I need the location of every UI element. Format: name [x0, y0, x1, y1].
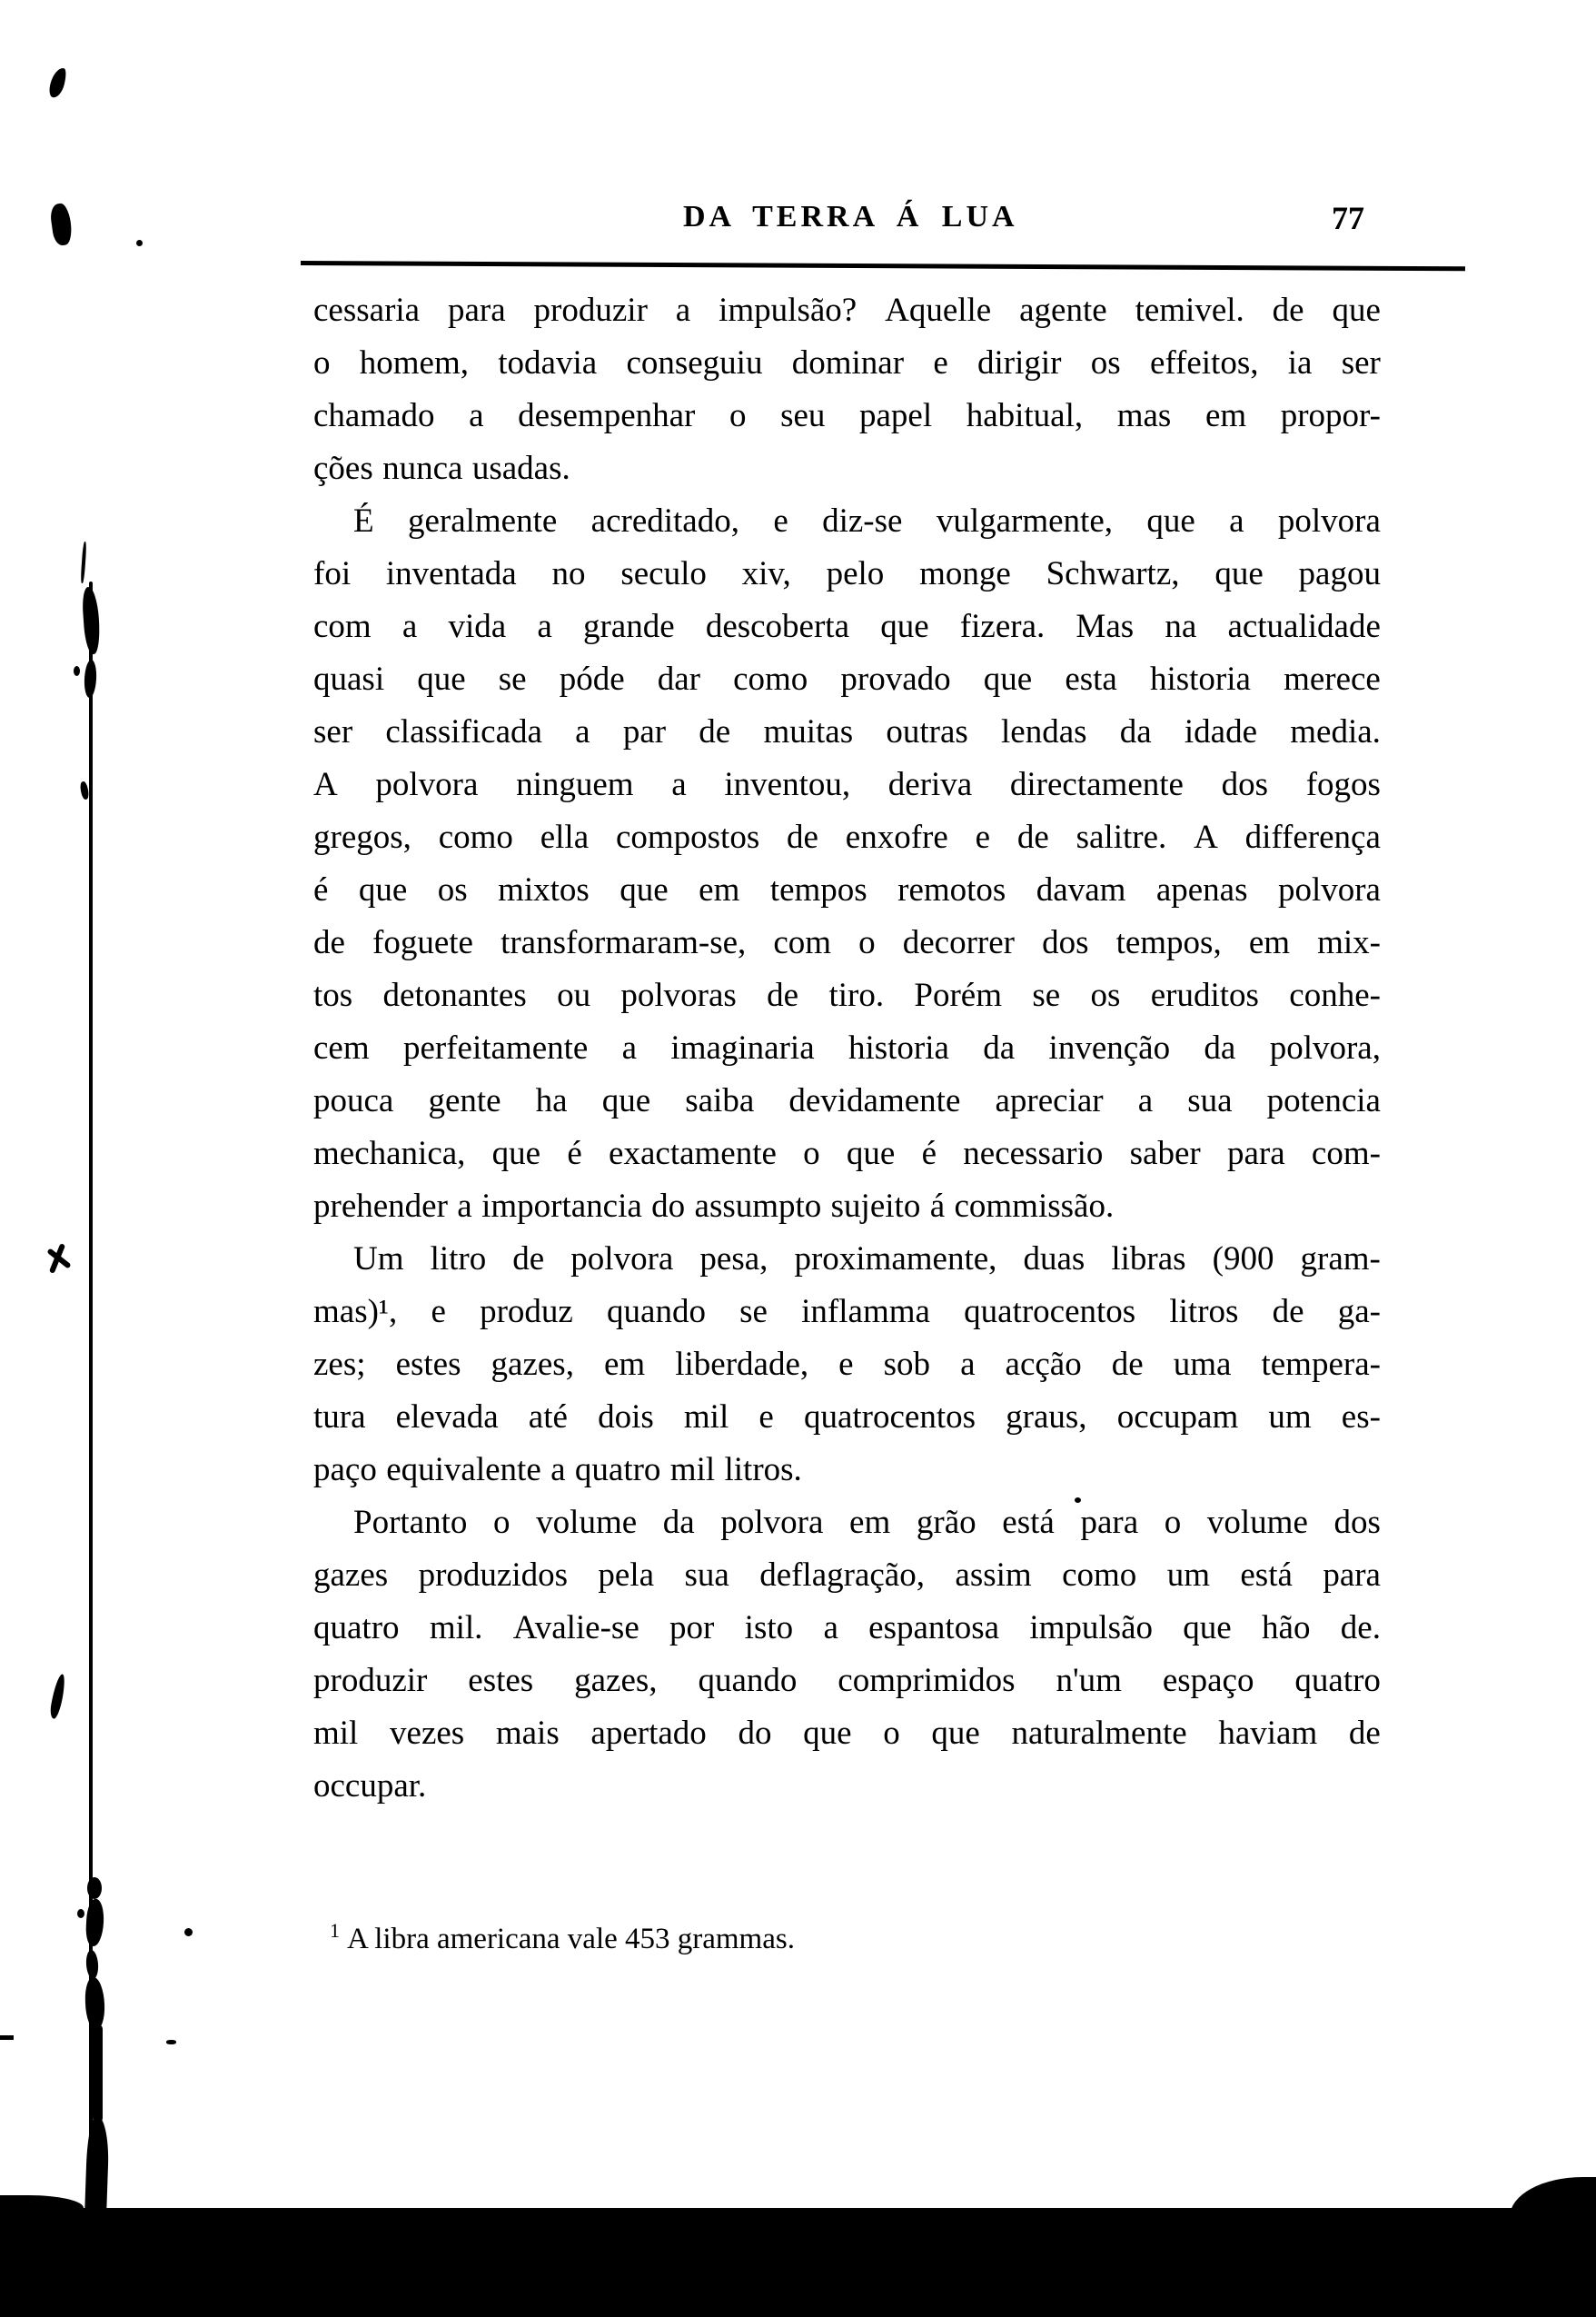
ink-mark — [79, 781, 89, 800]
text-line: gazes produzidos pela sua deflagração, assim como um está para — [313, 1556, 1381, 1594]
scan-bottom-band — [0, 2208, 1596, 2317]
ink-speck — [184, 1928, 193, 1936]
ink-speck — [136, 240, 143, 246]
ink-blob — [84, 660, 97, 699]
text-line: com a vida a grande descoberta que fizera. Mas na actualidade — [313, 608, 1381, 645]
header-rule — [301, 261, 1465, 271]
text-line: quasi que se póde dar como provado que esta historia merece — [313, 661, 1381, 698]
text-line: cessaria para produzir a impulsão? Aquelle agente temivel. de que — [313, 292, 1381, 329]
text-line: É geralmente acreditado, e diz-se vulgarmente, que a polvora — [353, 502, 1381, 540]
text-line: cem perfeitamente a imaginaria historia da invenção da polvora, — [313, 1029, 1381, 1067]
text-line: produzir estes gazes, quando comprimidos n'um espaço quatro — [313, 1662, 1381, 1699]
text-line: prehender a importancia do assumpto sujeito á commissão. — [313, 1188, 1115, 1225]
footnote-text: A libra americana vale 453 grammas. — [347, 1923, 795, 1955]
ink-blob — [84, 1977, 105, 2031]
ink-blob — [85, 1950, 99, 1980]
text-line: quatro mil. Avalie-se por isto a espantosa impulsão que hão de. — [313, 1609, 1381, 1646]
text-line: ser classificada a par de muitas outras lendas da idade media. — [313, 713, 1381, 751]
text-line: mil vezes mais apertado do que o que naturalmente haviam de — [313, 1715, 1381, 1752]
gutter-squiggle — [80, 542, 86, 583]
page-title: DA TERRA Á LUA — [683, 200, 1018, 234]
ink-blob — [85, 1899, 105, 1947]
ink-blob — [49, 203, 74, 246]
text-line: de foguete transformaram-se, com o decorrer dos tempos, em mix- — [313, 924, 1381, 961]
text-line: mechanica, que é exactamente o que é necessario saber para com- — [313, 1135, 1381, 1172]
page-number: 77 — [1332, 200, 1364, 236]
text-line: paço equivalente a quatro mil litros. — [313, 1451, 802, 1488]
text-line: A polvora ninguem a inventou, deriva directamente dos fogos — [313, 766, 1381, 803]
text-line: ções nunca usadas. — [313, 450, 570, 487]
text-line: chamado a desempenhar o seu papel habitual, mas em propor- — [313, 397, 1381, 434]
text-line: zes; estes gazes, em liberdade, e sob a acção de uma tempera- — [313, 1346, 1381, 1383]
ink-hook-mark — [49, 1673, 67, 1719]
text-line: é que os mixtos que em tempos remotos davam apenas polvora — [313, 871, 1381, 909]
footnote — [330, 1919, 795, 1956]
text-line: Um litro de polvora pesa, proximamente, duas libras (900 gram- — [353, 1240, 1381, 1278]
footnote-marker: 1 — [330, 1919, 340, 1942]
body-text — [313, 291, 1381, 1819]
ink-blob — [87, 1877, 102, 1899]
ink-speck — [1075, 1497, 1081, 1503]
text-line: tos detonantes ou polvoras de tiro. Porém se os eruditos conhe- — [313, 977, 1381, 1014]
gutter-shadow-thick — [93, 2024, 103, 2123]
ink-dash — [166, 2040, 176, 2044]
text-line: Portanto o volume da polvora em grão está para o volume dos — [353, 1504, 1381, 1541]
text-line: foi inventada no seculo xiv, pelo monge Schwartz, que pagou — [313, 555, 1381, 592]
text-line: occupar. — [313, 1767, 427, 1805]
ink-speck — [77, 1909, 84, 1918]
text-line: tura elevada até dois mil e quatrocentos graus, occupam um es- — [313, 1398, 1381, 1436]
text-line: mas)¹, e produz quando se inflamma quatrocentos litros de ga- — [313, 1293, 1381, 1330]
ink-flick-mark — [47, 66, 68, 100]
text-line: o homem, todavia conseguiu dominar e dirigir os effeitos, ia ser — [313, 344, 1381, 382]
ink-dash — [0, 2035, 14, 2040]
ink-speck — [74, 666, 80, 676]
text-line: pouca gente ha que saiba devidamente apreciar a sua potencia — [313, 1082, 1381, 1119]
text-line: gregos, como ella compostos de enxofre e de salitre. A differença — [313, 819, 1381, 856]
ink-blob — [81, 586, 101, 654]
